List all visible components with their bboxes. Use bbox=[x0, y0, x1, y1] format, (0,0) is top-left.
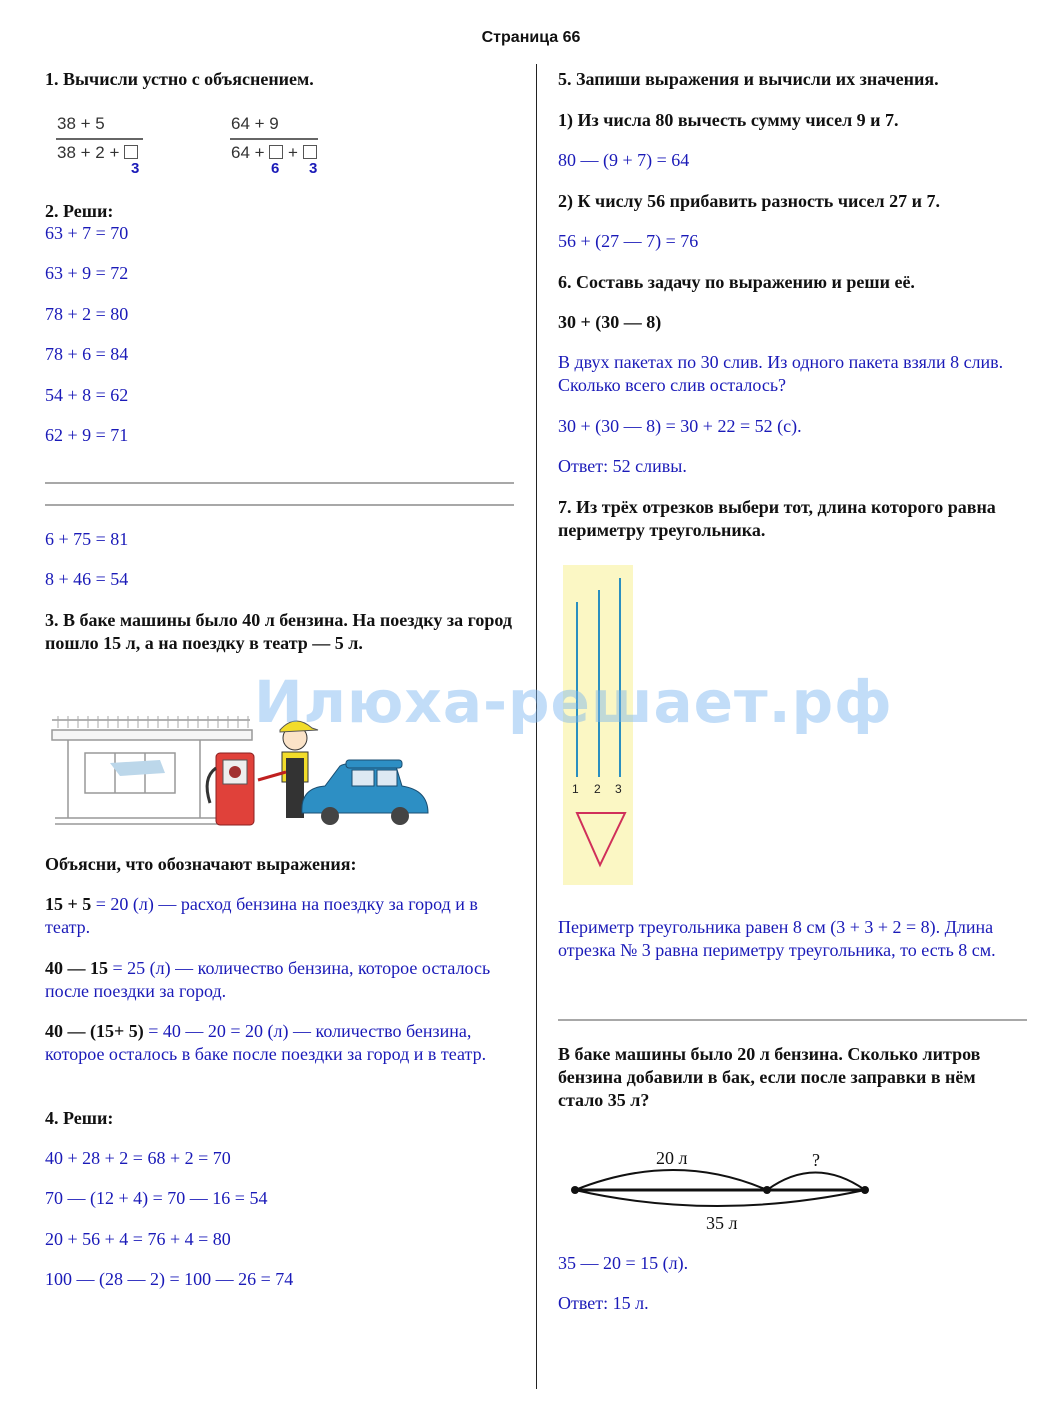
fuel-pump bbox=[207, 753, 254, 825]
expr-a-answer: 3 bbox=[131, 160, 140, 177]
point bbox=[571, 1186, 579, 1194]
task2-extra-line: 8 + 46 = 54 bbox=[45, 569, 129, 589]
segment-label: 1 bbox=[572, 782, 579, 796]
task3-answer: = 40 — 20 = 20 (л) — количество бензина, которое осталось в баке после поездки за город и в театр. bbox=[45, 1021, 487, 1064]
blank-box bbox=[269, 145, 283, 159]
task4-line: 20 + 56 + 4 = 76 + 4 = 80 bbox=[45, 1229, 231, 1249]
point bbox=[861, 1186, 869, 1194]
expr-a-bottom-text: 38 + 2 + bbox=[57, 143, 120, 162]
divider-line bbox=[45, 504, 514, 506]
task2-line: 54 + 8 = 62 bbox=[45, 385, 129, 405]
segment-label: 3 bbox=[615, 782, 622, 796]
expr-b-answer-1: 6 bbox=[271, 160, 280, 177]
expr-b-plus: + bbox=[288, 143, 298, 162]
task2-line: 63 + 9 = 72 bbox=[45, 263, 129, 283]
task2-extra-line: 6 + 75 = 81 bbox=[45, 529, 129, 549]
expr-b-answer-2: 3 bbox=[309, 160, 318, 177]
window-reflection bbox=[110, 760, 165, 776]
task7-heading: 7. Из трёх отрезков выбери тот, длина которого равна периметру треугольника. bbox=[558, 497, 996, 540]
expr-a-top: 38 + 5 bbox=[57, 114, 105, 133]
task3-heading: 3. В баке машины было 40 л бензина. На поездку за город пошло 15 л, а на поездку в театр — 5 л. bbox=[45, 610, 512, 653]
task3-expr: 40 — 15 bbox=[45, 958, 108, 978]
diagram-label-part: 20 л bbox=[656, 1148, 688, 1168]
expr-b-top: 64 + 9 bbox=[231, 114, 279, 133]
fraction-line bbox=[230, 138, 318, 140]
blue-car bbox=[302, 760, 428, 825]
task6-solution: 30 + (30 — 8) = 30 + 22 = 52 (с). bbox=[558, 416, 802, 436]
diagram-label-total: 35 л bbox=[706, 1213, 738, 1233]
task7-answer: Периметр треугольника равен 8 см (3 + 3 + 2 = 8). Длина отрезка № 3 равна периметру треугольника, то есть 8 см. bbox=[558, 917, 996, 960]
segment-label: 2 bbox=[594, 782, 601, 796]
task3-expr: 15 + 5 bbox=[45, 894, 92, 914]
task8-solution: 35 — 20 = 15 (л). bbox=[558, 1253, 689, 1273]
task6-problem: В двух пакетах по 30 слив. Из одного пакета взяли 8 слив. Сколько всего слив осталось? bbox=[558, 352, 1004, 395]
task6-answer: Ответ: 52 сливы. bbox=[558, 456, 687, 476]
task5-question-2: 2) К числу 56 прибавить разность чисел 27 и 7. bbox=[558, 191, 941, 211]
task4-heading: 4. Реши: bbox=[45, 1108, 114, 1128]
task5-question-1: 1) Из числа 80 вычесть сумму чисел 9 и 7. bbox=[558, 110, 899, 130]
task2-line: 62 + 9 = 71 bbox=[45, 425, 129, 445]
diagram-label-unknown: ? bbox=[812, 1150, 820, 1170]
task4-line: 40 + 28 + 2 = 68 + 2 = 70 bbox=[45, 1148, 231, 1168]
arc-unknown bbox=[767, 1173, 865, 1191]
page-title: Страница 66 bbox=[481, 29, 581, 46]
task4-line: 70 — (12 + 4) = 70 — 16 = 54 bbox=[45, 1188, 268, 1208]
task6-expression: 30 + (30 — 8) bbox=[558, 312, 662, 332]
expr-a-bottom bbox=[57, 143, 138, 163]
divider-line bbox=[45, 482, 514, 484]
task6-heading: 6. Составь задачу по выражению и реши её. bbox=[558, 272, 915, 292]
blank-box bbox=[124, 145, 138, 159]
task3-answer: = 20 (л) — расход бензина на поездку за город и в театр. bbox=[45, 894, 478, 937]
task8-heading: В баке машины было 20 л бензина. Сколько литров бензина добавили в бак, если после заправки в нём стало 35 л? bbox=[558, 1044, 981, 1110]
task3-explain-heading: Объясни, что обозначают выражения: bbox=[45, 854, 357, 874]
task3-expr: 40 — (15+ 5) bbox=[45, 1021, 144, 1041]
arc-total bbox=[575, 1190, 865, 1206]
task3-answer: = 25 (л) — количество бензина, которое осталось после поездки за город. bbox=[45, 958, 491, 1001]
task3-item bbox=[45, 957, 515, 1003]
blank-box bbox=[303, 145, 317, 159]
task2-line: 78 + 2 = 80 bbox=[45, 304, 129, 324]
triangle bbox=[577, 813, 625, 865]
task2-line: 63 + 7 = 70 bbox=[45, 223, 129, 243]
expr-b-bottom-text: 64 + bbox=[231, 143, 265, 162]
fraction-line bbox=[56, 138, 143, 140]
task2-heading: 2. Реши: bbox=[45, 201, 114, 221]
divider-line bbox=[558, 1019, 1027, 1021]
task8-answer: Ответ: 15 л. bbox=[558, 1293, 649, 1313]
task1-heading: 1. Вычисли устно с объяснением. bbox=[45, 69, 314, 89]
point bbox=[763, 1186, 771, 1194]
task3-item bbox=[45, 1020, 515, 1066]
task2-line: 78 + 6 = 84 bbox=[45, 344, 129, 364]
watermark: Илюха-решает.рф bbox=[254, 668, 893, 736]
task3-item bbox=[45, 893, 515, 939]
task4-line: 100 — (28 — 2) = 100 — 26 = 74 bbox=[45, 1269, 294, 1289]
arc-part bbox=[575, 1170, 767, 1190]
task5-answer-2: 56 + (27 — 7) = 76 bbox=[558, 231, 699, 251]
task5-heading: 5. Запиши выражения и вычисли их значения. bbox=[558, 69, 939, 89]
task5-answer-1: 80 — (9 + 7) = 64 bbox=[558, 150, 690, 170]
